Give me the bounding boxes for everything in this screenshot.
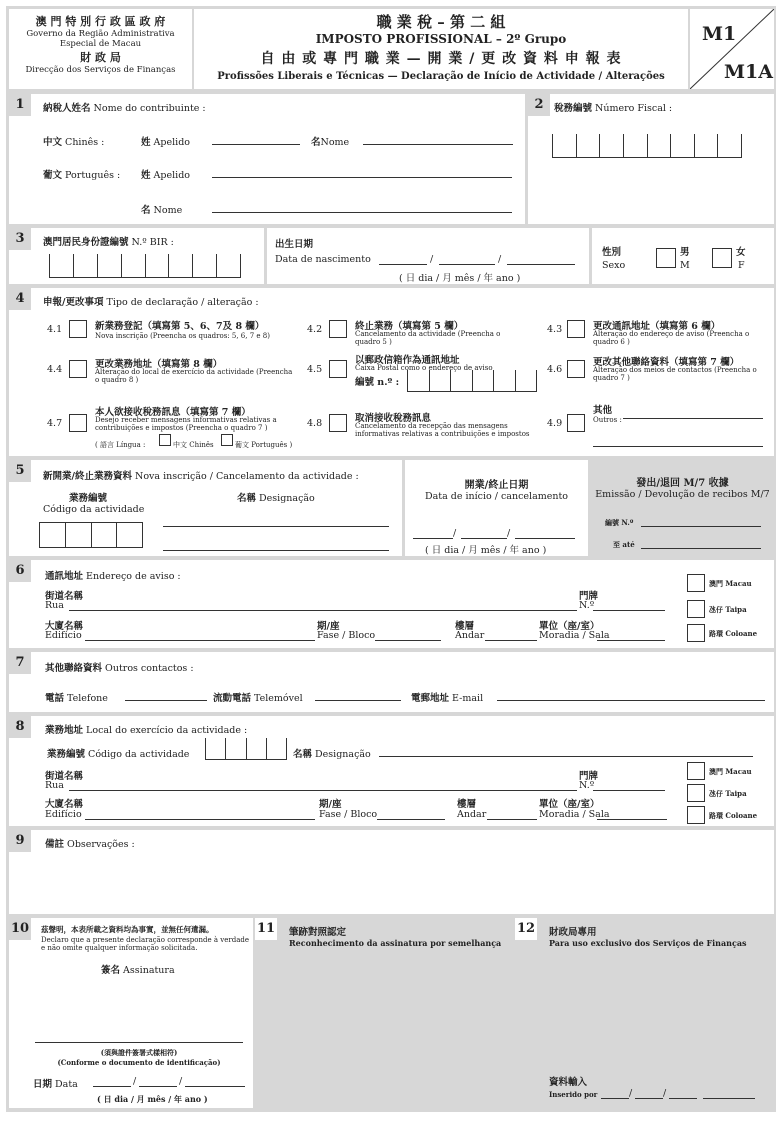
s6-coloane-checkbox[interactable] <box>687 624 705 642</box>
s6-taipa: 氹仔 Taipa <box>709 605 747 614</box>
item-4-6-checkbox[interactable] <box>567 360 585 378</box>
item-4-4-pt: Alteração do local de exercício da actividade (Preencha o quadro 8 ) <box>95 368 293 384</box>
item-4-5-checkbox[interactable] <box>329 360 347 378</box>
s8-taipa-checkbox[interactable] <box>687 784 705 802</box>
title-block <box>194 9 688 89</box>
s8-desig-field[interactable] <box>379 756 753 757</box>
section-1 <box>9 94 525 224</box>
agency-pt: Governo da Região Administrativa <box>26 29 175 39</box>
dob-day-field[interactable] <box>379 264 427 265</box>
s6-block-zh: 期/座 <box>317 621 340 632</box>
item-4-7-zh: 本人欲接收稅務訊息（填寫第 7 欄） <box>95 407 251 418</box>
receipt-no-label: 編號 N.º <box>605 518 634 527</box>
s8-block-field[interactable] <box>377 819 445 820</box>
item-4-4-zh: 更改業務地址（填寫第 8 欄） <box>95 359 223 370</box>
decl-pt: Declaro que a presente declaração corresponde à verdade e não omite qualquer informação solicitada. <box>41 936 249 952</box>
mob-zh: 流動電話 <box>213 693 252 704</box>
section-12: 12 財政局專用 Para uso exclusivo dos Serviços de Finanças 資料輸入 Inserido por / / <box>515 918 774 1108</box>
s7-title-zh: 其他聯絡資料 <box>45 663 103 674</box>
s5-desig-field-1[interactable] <box>163 526 389 527</box>
s10-date-zh: 日期 <box>33 1079 53 1090</box>
section-9 <box>9 830 774 914</box>
s4-title-zh: 申報/更改事項 <box>43 297 104 308</box>
title-pt: IMPOSTO PROFISSIONAL – 2º Grupo <box>315 32 567 46</box>
subtitle-pt: Profissões Liberais e Técnicas — Declaração de Início de Actividade / Alterações <box>217 71 665 82</box>
receipt-to-field[interactable] <box>641 548 761 549</box>
s5-code-zh: 業務編號 <box>69 493 108 504</box>
s12-title-pt: Para uso exclusivo dos Serviços de Finanças <box>549 938 747 948</box>
lang-chinese-checkbox[interactable] <box>159 434 171 446</box>
s6-unit-field[interactable] <box>597 640 665 641</box>
s8-title-zh: 業務地址 <box>45 725 84 736</box>
section-8 <box>9 716 774 826</box>
s8-street-zh: 街道名稱 <box>45 771 84 782</box>
port-name-field[interactable] <box>212 212 512 213</box>
item-4-4-checkbox[interactable] <box>69 360 87 378</box>
s6-title-zh: 通訊地址 <box>45 571 84 582</box>
lang-label: ( 語言 Língua : <box>95 441 146 449</box>
form-m1a: M1A <box>724 61 773 83</box>
mob-pt: Telemóvel <box>254 693 303 704</box>
pobox-number-field[interactable] <box>407 370 537 392</box>
name-zh: 名 <box>311 137 321 148</box>
item-4-7-pt: Desejo receber mensagens informativas relativas a contribuições e impostos (Preencha o quadro 7 ) <box>95 416 277 432</box>
item-4-6-num: 4.6 <box>547 364 563 375</box>
bir-number-field[interactable] <box>49 254 241 278</box>
item-4-5-zh: 以郵政信箱作為通訊地址 <box>355 355 460 366</box>
male-checkbox[interactable] <box>656 248 676 268</box>
bir-title-zh: 澳門居民身份證編號 <box>43 237 129 248</box>
tel-field[interactable] <box>125 700 207 701</box>
s11-title-zh: 筆跡對照認定 <box>289 927 347 938</box>
dob-pt: Data de nascimento <box>275 254 371 265</box>
chinese-label-zh: 中文 <box>43 137 63 148</box>
tel-pt: Telefone <box>67 693 108 704</box>
sign-pt: Assinatura <box>123 965 175 976</box>
section-3-dob: 出生日期 Data de nascimento / / ( 日 dia / 月 mês / 年 ano ) <box>267 228 589 284</box>
tel-zh: 電話 <box>45 693 65 704</box>
s8-block-zh: 期/座 <box>319 799 342 810</box>
observations-field[interactable] <box>43 852 763 910</box>
section-11 <box>255 918 512 1108</box>
s6-macau-checkbox[interactable] <box>687 574 705 592</box>
surname-pt: Apelido <box>153 137 190 148</box>
section-number: 12 <box>515 918 537 940</box>
s8-code-field[interactable] <box>205 738 287 760</box>
s8-floor-pt: Andar <box>457 809 487 820</box>
item-4-2-pt: Cancelamento da actividade (Preencha o quadro 5 ) <box>355 330 501 346</box>
lang-chinese: 中文 Chinês <box>173 441 214 449</box>
section-number: 11 <box>255 918 277 940</box>
s6-unit-zh: 單位（座/室） <box>539 621 600 632</box>
item-4-3-checkbox[interactable] <box>567 320 585 338</box>
signature-field[interactable] <box>35 976 243 1042</box>
s8-bldg-zh: 大廈名稱 <box>45 799 84 810</box>
item-4-9-num: 4.9 <box>547 418 563 429</box>
dob-year-field[interactable] <box>507 264 575 265</box>
chinese-surname-field[interactable] <box>212 144 300 145</box>
item-4-8-checkbox[interactable] <box>329 414 347 432</box>
s8-desig-zh: 名稱 <box>293 749 313 760</box>
s8-taipa: 氹仔 Taipa <box>709 789 747 798</box>
s1-title-pt: Nome do contribuinte : <box>93 103 206 114</box>
s8-door-zh: 門牌 <box>579 771 599 782</box>
s6-street-field[interactable] <box>69 610 577 611</box>
s8-title-pt: Local do exercício da actividade : <box>86 725 248 736</box>
item-4-8-num: 4.8 <box>307 418 323 429</box>
s5-date-pt: Data de início / cancelamento <box>424 491 569 502</box>
item-4-5-pt: Caixa Postal como o endereço de aviso <box>355 364 493 372</box>
title-zh: 職 業 稅 – 第 二 組 <box>376 13 506 31</box>
section-number: 3 <box>9 228 31 250</box>
female-checkbox[interactable] <box>712 248 732 268</box>
item-4-5-num: 4.5 <box>307 364 323 375</box>
item-4-2-zh: 終止業務（填寫第 5 欄） <box>355 321 464 332</box>
agency-zh: 澳 門 特 別 行 政 區 政 府 <box>35 15 166 28</box>
item-4-8-pt: Cancelamento da recepção das mensagens informativas relativas a contribuições e impostos <box>355 422 530 438</box>
email-field[interactable] <box>497 700 765 701</box>
s4-title-pt: Tipo de declaração / alteração : <box>106 297 259 308</box>
section-number: 2 <box>528 94 550 116</box>
s6-macau: 澳門 Macau <box>709 579 752 588</box>
s5-desig-zh: 名稱 <box>237 493 257 504</box>
s8-door-pt: N.º <box>579 780 595 791</box>
chinese-label-pt: Chinês : <box>65 137 105 148</box>
s12-title-zh: 財政局專用 <box>549 927 597 938</box>
s6-floor-pt: Andar <box>455 630 485 641</box>
s5-desig-pt: Designação <box>259 493 315 504</box>
section-2 <box>528 94 774 224</box>
female-zh: 女 <box>736 247 746 258</box>
decl-zh: 茲聲明，本表所載之資料均為事實，並無任何遺漏。 <box>41 925 214 934</box>
s8-unit-field[interactable] <box>597 819 667 820</box>
dob-format: ( 日 dia / 月 mês / 年 ano ) <box>399 273 521 284</box>
pobox-code-label: 編號 n.º : <box>355 377 400 388</box>
item-4-7-checkbox[interactable] <box>69 414 87 432</box>
s6-street-zh: 街道名稱 <box>45 591 84 602</box>
lang-port: 葡文 Português ) <box>235 441 293 449</box>
entered-pt: Inserido por <box>549 1090 598 1099</box>
s6-street-pt: Rua <box>45 600 64 611</box>
receipt-from-field[interactable] <box>641 526 761 527</box>
s6-block-pt: Fase / Bloco <box>317 630 376 641</box>
section-4 <box>9 288 774 456</box>
receipt-zh: 發出/退回 M/7 收據 <box>636 478 729 489</box>
entered-by-field[interactable] <box>703 1098 755 1099</box>
agency-block <box>9 9 192 89</box>
form-code-block <box>690 9 774 89</box>
s5-title-zh: 新開業/終止業務資料 <box>43 471 132 482</box>
section-10: 10 茲聲明，本表所載之資料均為事實，並無任何遺漏。 Declaro que a presente declaração corresponde à verdade e não omite qualquer informação solicitada. 簽名 Assinatura (須與證件簽署式樣相符) (Conforme o documento de identificação) 日期 Data / / ( 日 dia / 月 mês / 年 ano ) <box>9 918 253 1108</box>
sex-pt: Sexo <box>602 260 626 271</box>
s8-macau: 澳門 Macau <box>709 767 752 776</box>
s8-coloane-checkbox[interactable] <box>687 806 705 824</box>
form-m1: M1 <box>702 23 737 45</box>
entered-zh: 資料輸入 <box>549 1077 588 1088</box>
item-4-9-pt: Outros : <box>593 416 622 424</box>
s10-month-field[interactable] <box>139 1086 177 1087</box>
s10-day-field[interactable] <box>93 1086 131 1087</box>
s6-door-pt: N.º <box>579 600 595 611</box>
section-number: 9 <box>9 830 31 852</box>
section-6 <box>9 560 774 648</box>
name-pt: Nome <box>320 137 350 148</box>
sex-zh: 性別 <box>602 247 622 258</box>
female-pt: F <box>738 260 745 271</box>
s6-block-field[interactable] <box>375 640 441 641</box>
s6-title-pt: Endereço de aviso : <box>86 571 181 582</box>
item-4-4-num: 4.4 <box>47 364 63 375</box>
s7-title-pt: Outros contactos : <box>105 663 194 674</box>
lang-port-checkbox[interactable] <box>221 434 233 446</box>
item-4-2-num: 4.2 <box>307 324 323 335</box>
s9-title-pt: Observações : <box>67 839 135 850</box>
section-5-date: 開業/終止日期 Data de início / cancelamento / / ( 日 dia / 月 mês / 年 ano ) <box>405 460 588 556</box>
section-number: 4 <box>9 288 31 310</box>
item-4-9-zh: 其他 <box>593 405 613 416</box>
port-label-pt: Português : <box>65 170 121 181</box>
s6-door-field[interactable] <box>593 610 665 611</box>
s2-title-zh: 稅務編號 <box>554 103 593 114</box>
other-field-2[interactable] <box>593 446 763 447</box>
s8-door-field[interactable] <box>593 790 665 791</box>
s5-date-zh: 開業/終止日期 <box>464 480 529 491</box>
s6-floor-field[interactable] <box>485 640 537 641</box>
s8-macau-checkbox[interactable] <box>687 762 705 780</box>
email-zh: 電郵地址 <box>411 693 450 704</box>
name-zh-2: 名 <box>141 205 151 216</box>
port-label-zh: 葡文 <box>43 170 63 181</box>
s6-bldg-field[interactable] <box>85 640 315 641</box>
mobile-field[interactable] <box>315 700 401 701</box>
email-pt: E-mail <box>452 693 484 704</box>
s8-bldg-pt: Edifício <box>45 809 82 820</box>
male-pt: M <box>680 260 690 271</box>
agency-pt2: Especial de Macau <box>59 39 142 49</box>
s6-door-zh: 門牌 <box>579 591 599 602</box>
s8-coloane: 路環 Coloane <box>709 811 758 820</box>
s8-street-pt: Rua <box>45 780 64 791</box>
s6-bldg-pt: Edifício <box>45 630 82 641</box>
s6-taipa-checkbox[interactable] <box>687 600 705 618</box>
other-field-1[interactable] <box>623 418 763 419</box>
s10-date-pt: Data <box>55 1079 78 1090</box>
item-4-6-zh: 更改其他聯絡資料（填寫第 7 欄） <box>593 357 740 368</box>
s9-title-zh: 備註 <box>45 839 65 850</box>
item-4-1-num: 4.1 <box>47 324 63 335</box>
item-4-3-zh: 更改通訊地址（填寫第 6 欄） <box>593 321 721 332</box>
conform-pt: (Conforme o documento de identificação) <box>57 1058 221 1067</box>
dob-zh: 出生日期 <box>275 239 314 250</box>
entered-day-field[interactable] <box>601 1098 629 1099</box>
s8-bldg-field[interactable] <box>85 819 315 820</box>
item-4-1-zh: 新業務登記（填寫第 5、6、7及 8 欄） <box>95 321 265 332</box>
section-number: 10 <box>9 918 31 940</box>
entered-year-field[interactable] <box>669 1098 697 1099</box>
s5-day-field[interactable] <box>413 538 453 539</box>
section-number: 5 <box>9 460 31 482</box>
bir-title-pt: N.º BIR : <box>131 237 174 248</box>
item-4-8-zh: 取消接收稅務訊息 <box>355 413 432 424</box>
chinese-name-field[interactable] <box>363 144 513 145</box>
section-number: 7 <box>9 652 31 674</box>
section-5 <box>9 460 402 556</box>
s6-coloane: 路環 Coloane <box>709 629 758 638</box>
s8-code-zh: 業務編號 <box>47 749 86 760</box>
section-5-receipts <box>591 460 774 556</box>
name-pt-2: Nome <box>153 205 183 216</box>
section-3-bir <box>9 228 264 284</box>
section-number: 6 <box>9 560 31 582</box>
s5-code-pt: Código da actividade <box>43 504 145 515</box>
item-4-9-checkbox[interactable] <box>567 414 585 432</box>
s8-floor-field[interactable] <box>487 819 537 820</box>
tax-number-field[interactable] <box>552 134 742 158</box>
s6-bldg-zh: 大廈名稱 <box>45 621 84 632</box>
dob-month-field[interactable] <box>439 264 495 265</box>
s5-code-field[interactable] <box>39 522 143 548</box>
s8-unit-zh: 單位（座/室） <box>539 799 600 810</box>
item-4-1-checkbox[interactable] <box>69 320 87 338</box>
s8-street-field[interactable] <box>69 790 577 791</box>
section-number: 1 <box>9 94 31 116</box>
receipt-pt: Emissão / Devolução de recibos M/7 <box>595 489 770 500</box>
item-4-3-num: 4.3 <box>547 324 563 335</box>
s5-desig-field-2[interactable] <box>163 550 389 551</box>
dept-pt: Direcção dos Serviços de Finanças <box>25 65 176 75</box>
s8-block-pt: Fase / Bloco <box>319 809 378 820</box>
s8-unit-pt: Moradia / Sala <box>539 809 610 820</box>
sign-zh: 簽名 <box>101 965 121 976</box>
signature-line <box>35 1042 243 1043</box>
item-4-2-checkbox[interactable] <box>329 320 347 338</box>
s8-floor-zh: 樓層 <box>457 799 477 810</box>
s5-year-field[interactable] <box>515 538 575 539</box>
entered-month-field[interactable] <box>635 1098 663 1099</box>
s6-floor-zh: 樓層 <box>455 621 475 632</box>
surname-zh: 姓 <box>141 137 151 148</box>
s5-month-field[interactable] <box>461 538 507 539</box>
item-4-1-pt: Nova inscrição (Preencha os quadros: 5, 6, 7 e 8) <box>95 332 270 340</box>
s8-desig-pt: Designação <box>315 749 371 760</box>
conform-zh: (須與證件簽署式樣相符) <box>100 1048 178 1057</box>
dept-zh: 財 政 局 <box>80 51 121 64</box>
receipt-to-label: 至 até <box>613 540 635 549</box>
surname-zh-2: 姓 <box>141 170 151 181</box>
s1-title-zh: 納稅人姓名 <box>43 103 91 114</box>
s10-year-field[interactable] <box>185 1086 245 1087</box>
item-4-3-pt: Alteração do endereço de aviso (Preencha o quadro 6 ) <box>593 330 750 346</box>
subtitle-zh: 自 由 或 專 門 職 業 — 開 業 / 更 改 資 料 申 報 表 <box>260 51 622 67</box>
section-7 <box>9 652 774 712</box>
surname-pt-2: Apelido <box>153 170 190 181</box>
s6-unit-pt: Moradia / Sala <box>539 630 610 641</box>
section-3-sex <box>592 228 774 284</box>
s2-title-pt: Número Fiscal : <box>595 103 673 114</box>
s8-code-pt: Código da actividade <box>88 749 190 760</box>
s10-date-format: ( 日 dia / 月 mês / 年 ano ) <box>97 1094 208 1104</box>
male-zh: 男 <box>680 247 690 258</box>
port-surname-field[interactable] <box>212 177 512 178</box>
item-4-6-pt: Alteração dos meios de contactos (Preencha o quadro 7 ) <box>593 366 757 382</box>
section-number: 8 <box>9 716 31 738</box>
item-4-7-num: 4.7 <box>47 418 63 429</box>
s5-date-format: ( 日 dia / 月 mês / 年 ano ) <box>425 545 547 556</box>
s11-title-pt: Reconhecimento da assinatura por semelhança <box>289 938 502 948</box>
s5-title-pt: Nova inscrição / Cancelamento da actividade : <box>135 471 359 482</box>
